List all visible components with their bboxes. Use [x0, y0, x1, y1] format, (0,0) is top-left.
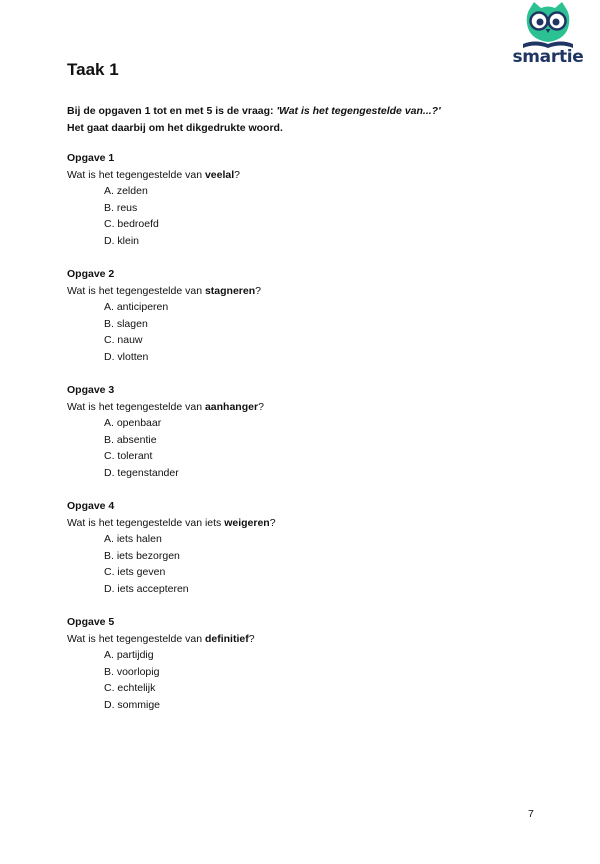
instructions-line-2: Het gaat daarbij om het dikgedrukte woord.	[67, 121, 283, 134]
answer-options	[67, 299, 537, 365]
exercise-question: Wat is het tegengestelde van veelal?	[67, 168, 240, 181]
answer-option: A. openbaar	[104, 417, 162, 429]
exercise-heading: Opgave 2	[67, 268, 115, 280]
logo-wordmark: smartie	[512, 47, 584, 67]
exercise-question: Wat is het tegengestelde van aanhanger?	[67, 400, 264, 413]
exercise-heading: Opgave 5	[67, 616, 115, 628]
answer-option: A. anticiperen	[104, 301, 169, 313]
answer-option: A. zelden	[104, 185, 148, 197]
answer-option: C. tolerant	[104, 450, 153, 462]
target-word: aanhanger	[204, 400, 259, 413]
answer-option: D. vlotten	[104, 350, 149, 363]
page-title: Taak 1	[67, 60, 119, 79]
instructions-line-1	[67, 103, 537, 120]
answer-option: C. echtelijk	[104, 682, 156, 694]
answer-option: C. nauw	[104, 334, 143, 346]
answer-option: B. absentie	[104, 433, 157, 446]
exercise-question: Wat is het tegengestelde van stagneren?	[67, 284, 261, 297]
smartie-logo	[512, 0, 584, 68]
answer-options	[67, 647, 537, 713]
answer-options	[67, 415, 537, 481]
instructions	[67, 103, 537, 136]
exercise-heading: Opgave 4	[67, 500, 115, 512]
exercise-question: Wat is het tegengestelde van definitief?	[67, 632, 255, 645]
answer-options	[67, 183, 537, 249]
exercise-1	[67, 150, 537, 249]
answer-option: B. reus	[104, 201, 138, 214]
owl-with-glasses-icon	[517, 0, 579, 50]
instructions-question: 'Wat is het tegengestelde van...?'	[276, 105, 441, 117]
target-word: definitief	[204, 632, 249, 645]
answer-option: B. slagen	[104, 317, 148, 330]
page-number: 7	[528, 808, 534, 820]
answer-option: D. sommige	[104, 698, 161, 711]
answer-option: C. iets geven	[104, 566, 166, 578]
answer-option: A. partijdig	[104, 649, 154, 661]
target-word: veelal	[204, 168, 235, 181]
target-word: stagneren	[204, 284, 256, 297]
answer-option: A. iets halen	[104, 533, 162, 545]
answer-option: C. bedroefd	[104, 218, 159, 230]
instructions-prefix: Bij de opgaven 1 tot en met 5 is de vraag:	[67, 105, 277, 117]
exercise-question: Wat is het tegengestelde van iets weigeren?	[67, 516, 276, 529]
answer-option: B. iets bezorgen	[104, 549, 180, 562]
exercise-heading: Opgave 1	[67, 152, 115, 164]
answer-option: D. klein	[104, 234, 140, 247]
answer-options	[67, 531, 537, 597]
exercise-2	[67, 266, 537, 365]
exercise-heading: Opgave 3	[67, 384, 115, 396]
exercise-3	[67, 382, 537, 481]
answer-option: B. voorlopig	[104, 665, 160, 678]
exercise-4	[67, 498, 537, 597]
exercise-5	[67, 614, 537, 713]
answer-option: D. iets accepteren	[104, 582, 189, 595]
target-word: weigeren	[224, 516, 270, 529]
answer-option: D. tegenstander	[104, 466, 179, 479]
